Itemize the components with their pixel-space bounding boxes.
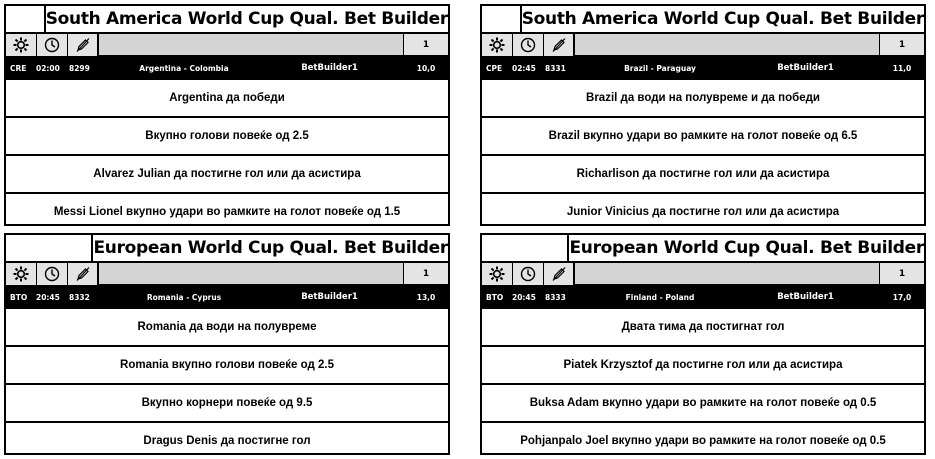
toolbar-fill	[575, 34, 879, 55]
selection-row: Argentina да победи	[169, 92, 285, 104]
selection-list	[482, 80, 924, 230]
match-time: 02:45	[512, 63, 536, 73]
match-info-bar	[6, 285, 448, 309]
toolbar	[6, 32, 448, 56]
selection-count: 1	[879, 34, 924, 55]
match-info-bar	[482, 285, 924, 309]
gear-icon[interactable]	[482, 263, 513, 285]
header-spacer	[6, 235, 93, 261]
match-code: 8333	[545, 292, 566, 302]
clock-icon[interactable]	[37, 263, 68, 285]
gear-icon[interactable]	[482, 34, 513, 56]
card-header	[6, 6, 448, 32]
bet-type: BetBuilder1	[777, 63, 834, 73]
match-time: 20:45	[512, 292, 536, 302]
bet-type: BetBuilder1	[777, 292, 834, 302]
match-name: Finland - Poland	[625, 292, 695, 302]
selection-row: Messi Lionel вкупно удари во рамките на голот повеќе од 1.5	[6, 192, 448, 230]
toolbar	[482, 261, 924, 285]
odds: 10,0	[416, 63, 436, 73]
selection-row: Junior Vinicius да постигне гол или да асистира	[482, 192, 924, 230]
pen-disabled-icon[interactable]	[68, 34, 99, 56]
selection-row: Dragus Denis да постигне гол	[6, 421, 448, 459]
selection-row: Brazil да води на полувреме и да победи	[586, 92, 820, 104]
match-day: CPE	[486, 63, 503, 73]
selection-row: Romania да води на полувреме	[137, 321, 317, 333]
selection-row: Alvarez Julian да постигне гол или да асистира	[6, 154, 448, 192]
pen-disabled-icon[interactable]	[68, 263, 99, 285]
selection-list	[6, 309, 448, 459]
bet-card	[480, 4, 926, 226]
bet-card	[4, 233, 450, 455]
selection-row: Вкупно корнери повеќе од 9.5	[6, 383, 448, 421]
selection-count: 1	[403, 263, 448, 284]
card-header	[482, 6, 924, 32]
bet-type: BetBuilder1	[301, 63, 358, 73]
selection-row: Piatek Krzysztof да постигне гол или да асистира	[482, 345, 924, 383]
clock-icon[interactable]	[37, 34, 68, 56]
match-code: 8332	[69, 292, 90, 302]
selection-count: 1	[879, 263, 924, 284]
card-header	[482, 235, 924, 261]
clock-icon[interactable]	[513, 263, 544, 285]
match-name: Argentina - Colombia	[139, 63, 229, 73]
odds: 13,0	[416, 292, 436, 302]
gear-icon[interactable]	[6, 263, 37, 285]
card-title: South America World Cup Qual. Bet Builder	[521, 9, 924, 29]
selection-list	[6, 80, 448, 230]
toolbar-fill	[99, 34, 403, 55]
match-day: CRE	[10, 63, 27, 73]
header-spacer	[482, 6, 522, 32]
pen-disabled-icon[interactable]	[544, 34, 575, 56]
selection-row: Pohjanpalo Joel вкупно удари во рамките на голот повеќе од 0.5	[482, 421, 924, 459]
match-day: BTO	[486, 292, 504, 302]
selection-row: Romania вкупно голови повеќе од 2.5	[6, 345, 448, 383]
toolbar	[482, 32, 924, 56]
match-name: Brazil - Paraguay	[624, 63, 696, 73]
clock-icon[interactable]	[513, 34, 544, 56]
match-time: 20:45	[36, 292, 60, 302]
odds: 11,0	[892, 63, 912, 73]
match-time: 02:00	[36, 63, 60, 73]
match-day: BTO	[10, 292, 28, 302]
selection-count: 1	[403, 34, 448, 55]
selection-row: Brazil вкупно удари во рамките на голот повеќе од 6.5	[482, 116, 924, 154]
pen-disabled-icon[interactable]	[544, 263, 575, 285]
match-info-bar	[482, 56, 924, 80]
card-title: South America World Cup Qual. Bet Builder	[45, 9, 448, 29]
match-code: 8331	[545, 63, 566, 73]
selection-row: Buksa Adam вкупно удари во рамките на голот повеќе од 0.5	[482, 383, 924, 421]
selection-list	[482, 309, 924, 459]
selection-row: Двата тима да постигнат гол	[621, 321, 785, 333]
header-spacer	[482, 235, 569, 261]
selection-row: Вкупно голови повеќе од 2.5	[6, 116, 448, 154]
header-spacer	[6, 6, 46, 32]
bet-card	[4, 4, 450, 226]
card-header	[6, 235, 448, 261]
selection-row: Richarlison да постигне гол или да асистира	[482, 154, 924, 192]
odds: 17,0	[892, 292, 912, 302]
bet-type: BetBuilder1	[301, 292, 358, 302]
gear-icon[interactable]	[6, 34, 37, 56]
toolbar-fill	[575, 263, 879, 284]
card-title: European World Cup Qual. Bet Builder	[569, 238, 924, 258]
card-title: European World Cup Qual. Bet Builder	[93, 238, 448, 258]
match-name: Romania - Cyprus	[146, 292, 222, 302]
match-code: 8299	[69, 63, 90, 73]
toolbar	[6, 261, 448, 285]
match-info-bar	[6, 56, 448, 80]
bet-card	[480, 233, 926, 455]
toolbar-fill	[99, 263, 403, 284]
